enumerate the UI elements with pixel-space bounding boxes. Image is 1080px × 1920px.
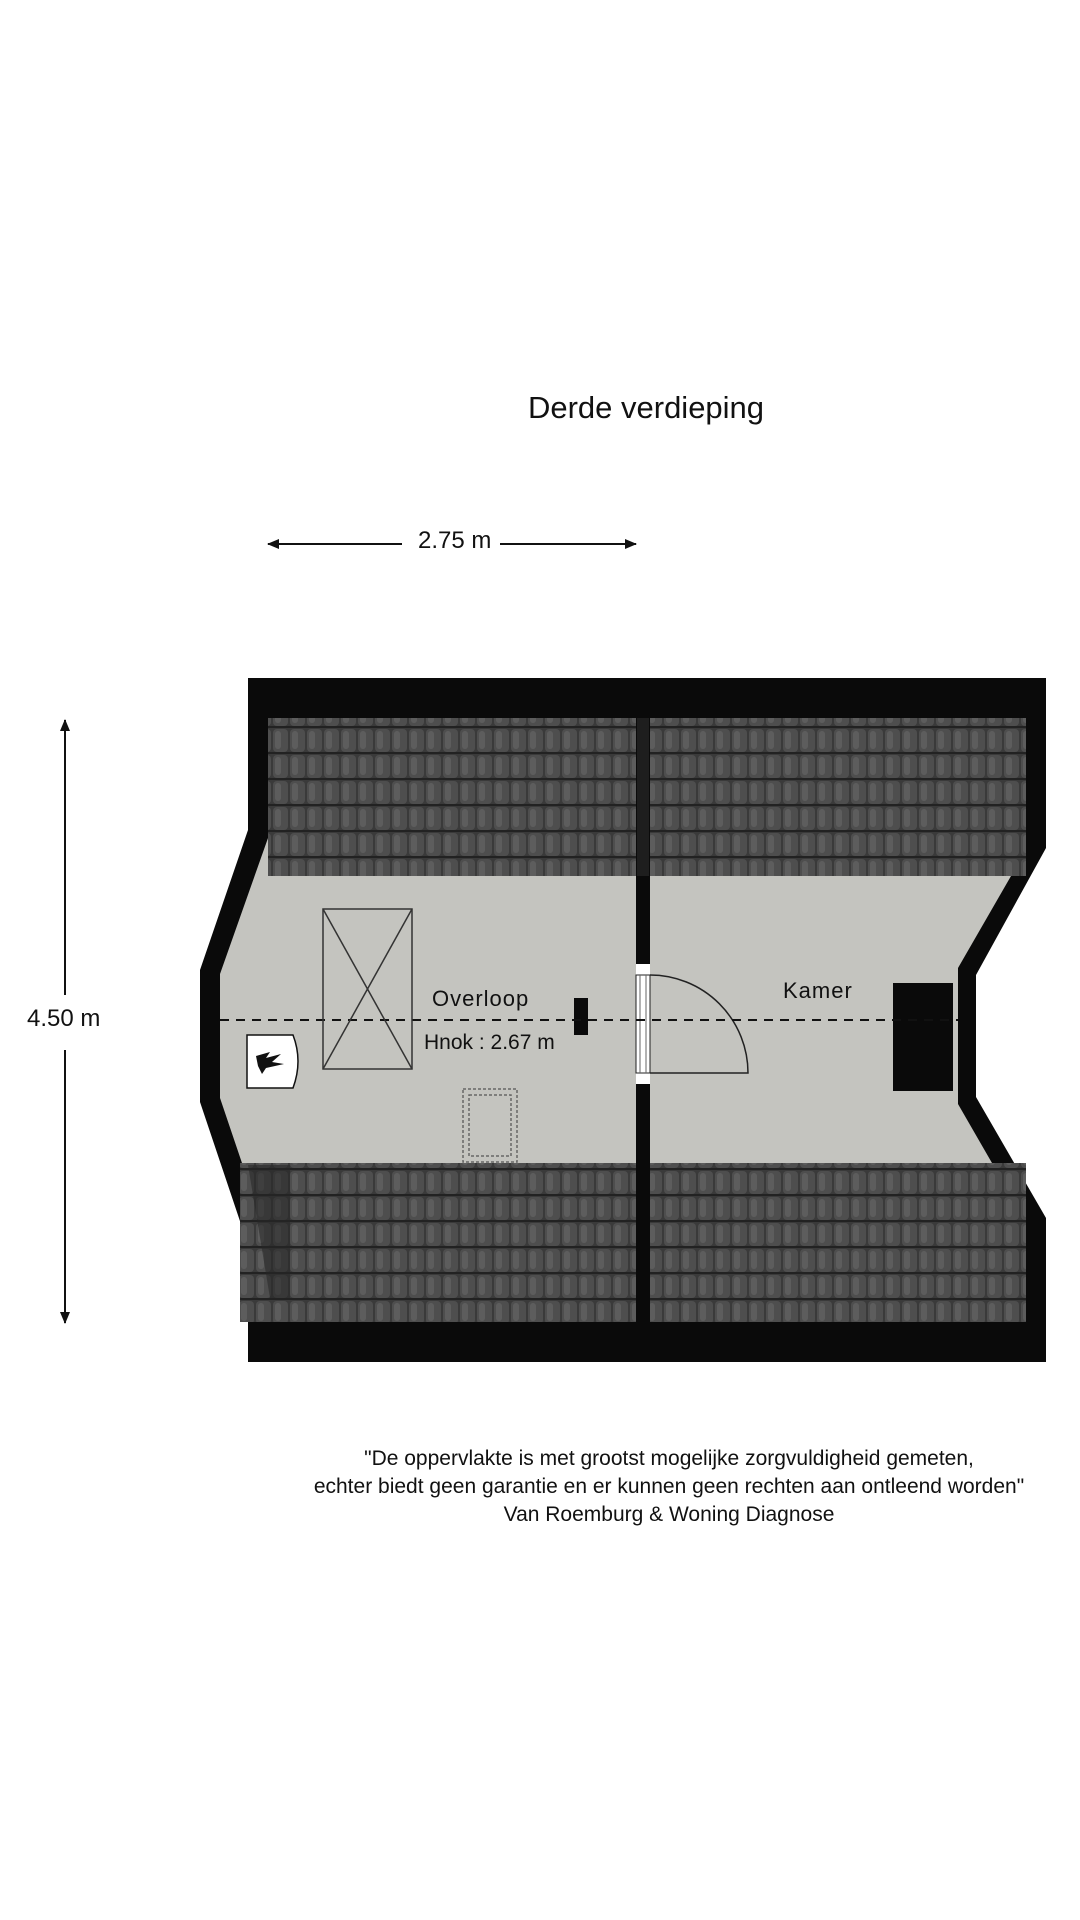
door-frame: [636, 975, 650, 1073]
disclaimer: [0, 1445, 1080, 1529]
width-dimension-label: 2.75 m: [412, 527, 497, 555]
disclaimer-line-3: Van Roemburg & Woning Diagnose: [503, 1503, 835, 1526]
room-label-kamer: Kamer: [783, 978, 853, 1003]
chimney-block: [893, 983, 953, 1091]
roof-slope-bottom: [240, 1163, 1026, 1322]
height-dimension-label: 4.50 m: [25, 1003, 102, 1035]
floor-title: Derde verdieping: [527, 390, 765, 425]
post-column: [574, 998, 588, 1035]
disclaimer-line-2: echter biedt geen garantie en er kunnen geen rechten aan ontleend worden": [313, 1475, 1025, 1498]
ridge-height-label: Hnok : 2.67 m: [424, 1031, 555, 1054]
room-label-overloop: Overloop: [432, 986, 530, 1011]
disclaimer-line-1: "De oppervlakte is met grootst mogelijke zorgvuldigheid gemeten,: [364, 1447, 974, 1470]
boiler-icon: [247, 1035, 298, 1088]
roof-ridge-seam-top: [637, 718, 649, 876]
